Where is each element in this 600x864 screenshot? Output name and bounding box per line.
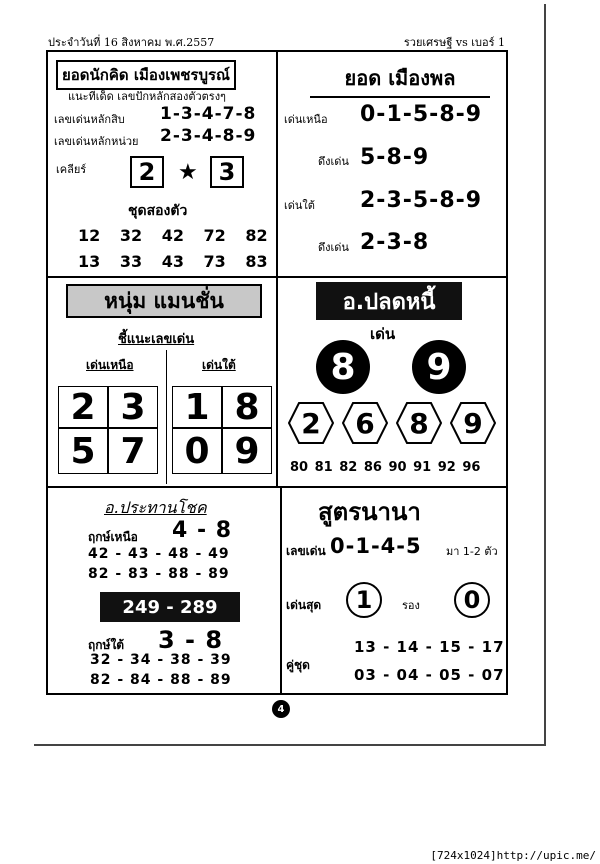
p1-pair: 42 xyxy=(161,226,184,245)
p2-title: ยอด เมืองพล xyxy=(310,62,490,98)
p3-north-cell: 2 xyxy=(58,386,108,428)
p5-south-row2: 82 - 84 - 88 - 89 xyxy=(90,672,232,688)
p4-hex-number: 9 xyxy=(463,406,483,440)
p1-row2-value: 2-3-4-8-9 xyxy=(160,126,257,146)
p3-north-cell: 7 xyxy=(108,428,158,474)
p6-pairs-label: คู่ชุด xyxy=(286,658,310,672)
p1-row1-value: 1-3-4-7-8 xyxy=(160,104,257,124)
p6-second-label: รอง xyxy=(402,599,420,612)
p1-pair: 32 xyxy=(119,226,143,245)
p3-divider xyxy=(166,350,167,484)
p3-north-cell: 3 xyxy=(108,386,158,428)
p1-box-left: 2 xyxy=(130,156,164,188)
p4-hex xyxy=(288,402,334,444)
p4-hex xyxy=(342,402,388,444)
p1-box-right: 3 xyxy=(210,156,244,188)
p1-pair: 12 xyxy=(78,226,101,245)
grid-divider-horizontal-2 xyxy=(48,486,506,488)
p1-pair: 43 xyxy=(161,252,184,271)
header-title: รวยเศรษฐี vs เบอร์ 1 xyxy=(403,36,505,49)
p5-south-row1: 32 - 34 - 38 - 39 xyxy=(90,652,232,668)
p5-south-value: 3 - 8 xyxy=(158,626,224,654)
grid-divider-horizontal-1 xyxy=(48,276,506,278)
p1-clear-label: เคลียร์ xyxy=(56,163,87,176)
p2-row-value: 2-3-8 xyxy=(360,230,430,255)
grid-divider-vertical-1 xyxy=(276,52,278,276)
p1-title: ยอดนักคิด เมืองเพชรบูรณ์ xyxy=(56,60,236,90)
p2-row-value: 0-1-5-8-9 xyxy=(360,102,483,127)
p3-south-cell: 0 xyxy=(172,428,222,474)
page-number: 4 xyxy=(272,700,290,718)
p3-south-cell: 8 xyxy=(222,386,272,428)
p1-pair: 73 xyxy=(203,252,226,271)
p3-south-cell: 9 xyxy=(222,428,272,474)
p1-row1-label: เลขเด่นหลักสิบ xyxy=(54,113,125,126)
p6-second-value: 0 xyxy=(454,582,490,618)
p2-row-label: ดึงเด่น xyxy=(318,155,349,168)
p2-row-value: 2-3-5-8-9 xyxy=(360,188,483,213)
p3-north-cell: 5 xyxy=(58,428,108,474)
p3-banner: หนุ่ม แมนชั่น xyxy=(66,284,262,318)
p5-banner: 249 - 289 xyxy=(100,592,240,622)
p4-subtitle: เด่น xyxy=(370,325,396,343)
p2-row-label: เด่นใต้ xyxy=(284,199,315,212)
p4-banner: อ.ปลดหนี้ xyxy=(316,282,462,320)
p4-hex-number: 6 xyxy=(355,406,375,440)
content-grid xyxy=(46,50,508,695)
p3-subtitle: ชี้แนะเลขเด่น xyxy=(118,332,195,347)
p3-north-label: เด่นเหนือ xyxy=(86,358,134,372)
p2-row-label: เด่นเหนือ xyxy=(284,113,328,126)
p1-pair: 72 xyxy=(203,226,226,245)
p4-big-number: 8 xyxy=(316,340,370,394)
p5-north-value: 4 - 8 xyxy=(172,518,233,543)
image-footer-url: [724x1024]http://upic.me/ xyxy=(430,849,596,862)
p1-pair: 83 xyxy=(245,252,268,271)
p5-title: อ.ประทานโชค xyxy=(104,498,207,517)
p1-pairs-row2 xyxy=(78,252,268,271)
p6-lead-label: เลขเด่น xyxy=(286,544,326,558)
p2-row-label: ดึงเด่น xyxy=(318,241,349,254)
p1-pair: 13 xyxy=(78,252,101,271)
p6-pairs-row1: 13 - 14 - 15 - 17 xyxy=(354,638,505,656)
p1-pairs-title: ชุดสองตัว xyxy=(128,203,188,219)
p5-north-row2: 82 - 83 - 88 - 89 xyxy=(88,566,230,582)
p5-north-label: ฤกษ์เหนือ xyxy=(88,530,138,544)
p1-pairs-row1 xyxy=(78,226,268,245)
grid-divider-vertical-3 xyxy=(280,486,282,694)
p6-top-value: 1 xyxy=(346,582,382,618)
p5-north-row1: 42 - 43 - 48 - 49 xyxy=(88,546,230,562)
p6-title: สูตรนานา xyxy=(318,498,421,526)
p4-numbers: 80 81 82 86 90 91 92 96 xyxy=(290,460,481,475)
grid-divider-vertical-2 xyxy=(276,276,278,486)
p1-row2-label: เลขเด่นหลักหน่วย xyxy=(54,135,139,148)
p1-subtitle: แนะทีเด็ด เลขปักหลักสองตัวตรงๆ xyxy=(68,90,226,103)
p6-pairs-row2: 03 - 04 - 05 - 07 xyxy=(354,666,505,684)
p4-hex xyxy=(396,402,442,444)
p5-south-label: ฤกษ์ใต้ xyxy=(88,638,125,652)
star-icon: ★ xyxy=(178,160,198,185)
p1-pair: 33 xyxy=(119,252,143,271)
p6-lead-suffix: มา 1-2 ตัว xyxy=(446,545,498,558)
header-date: ประจำวันที่ 16 สิงหาคม พ.ศ.2557 xyxy=(48,36,215,49)
p6-lead-value: 0-1-4-5 xyxy=(330,534,422,558)
p4-big-number: 9 xyxy=(412,340,466,394)
p6-top-label: เด่นสุด xyxy=(286,598,322,612)
p4-hex-number: 8 xyxy=(409,406,429,440)
p4-hex xyxy=(450,402,496,444)
p2-row-value: 5-8-9 xyxy=(360,145,430,170)
p4-hex-number: 2 xyxy=(301,406,321,440)
p1-pair: 82 xyxy=(245,226,268,245)
p3-south-label: เด่นใต้ xyxy=(202,358,236,372)
p3-south-cell: 1 xyxy=(172,386,222,428)
